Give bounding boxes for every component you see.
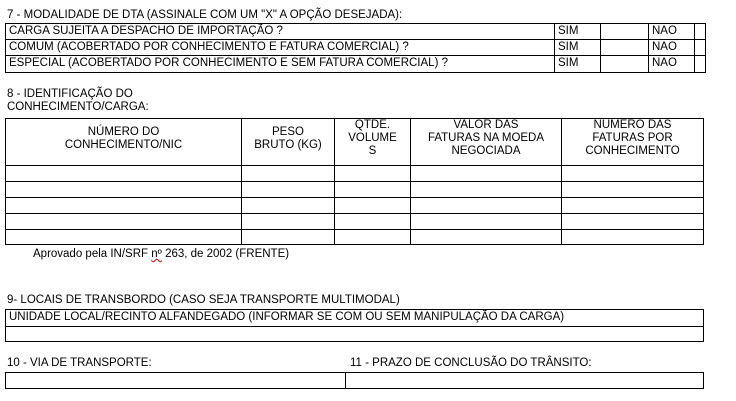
column-header-valor (411, 119, 561, 158)
transshipment-table (5, 309, 704, 342)
column-header-line: BRUTO (KG) (254, 139, 322, 151)
nao-label: NAO (652, 25, 677, 37)
column-header-line: NÚMERO DO (87, 126, 160, 138)
nao-label: NAO (652, 41, 677, 53)
dta-row-label: COMUM (ACOBERTADO POR CONHECIMENTO E FATURA COMERCIAL) ? (9, 41, 409, 53)
table-row[interactable] (6, 182, 703, 197)
table-row[interactable] (6, 166, 703, 181)
sim-label: SIM (558, 25, 579, 37)
cargo-identification-table (5, 118, 704, 245)
dta-row-label: ESPECIAL (ACOBERTADO POR CONHECIMENTO E SEM FATURA COMERCIAL) ? (9, 57, 448, 69)
table-row[interactable] (6, 214, 703, 229)
column-header-line: NUMERO DAS (593, 119, 672, 131)
column-header-line: FATURAS NA MOEDA (427, 132, 545, 144)
transport-deadline-table (5, 372, 704, 389)
sim-label: SIM (558, 41, 579, 53)
column-header-line: QTDE. (354, 119, 391, 131)
column-header-line: S (368, 145, 377, 157)
section-9-heading: 9- LOCAIS DE TRANSBORDO (CASO SEJA TRANSPORTE MULTIMODAL) (7, 294, 400, 306)
nao-label: NAO (652, 57, 677, 69)
transshipment-field-label: UNIDADE LOCAL/RECINTO ALFANDEGADO (INFORMAR SE COM OU SEM MANIPULAÇÃO DA CARGA) (9, 311, 565, 323)
sim-checkbox-row-1[interactable] (601, 24, 648, 39)
column-header-line: CONHECIMENTO/NIC (64, 139, 183, 151)
approval-suffix: 263, de 2002 (FRENTE) (161, 248, 290, 260)
approval-prefix: Aprovado pela IN/SRF (33, 248, 152, 260)
column-header-line: NEGOCIADA (451, 145, 521, 157)
section-7-heading: 7 - MODALIDADE DE DTA (ASSINALE COM UM "X" A OPÇÃO DESEJADA): (7, 9, 403, 21)
sim-label: SIM (558, 57, 579, 69)
column-divider (554, 24, 555, 72)
sim-checkbox-row-2[interactable] (601, 40, 648, 55)
column-header-line: VALOR DAS (453, 119, 519, 131)
column-header-volumes (335, 119, 410, 158)
transit-deadline-input[interactable] (346, 373, 703, 388)
sim-checkbox-row-3[interactable] (601, 56, 648, 72)
transport-mode-input[interactable] (6, 373, 345, 388)
column-header-line: PESO (272, 126, 304, 138)
approval-symbol: nº (151, 248, 162, 260)
transshipment-input[interactable] (6, 327, 703, 341)
dta-row-label: CARGA SUJEITA A DESPACHO DE IMPORTAÇÃO ? (9, 25, 283, 37)
nao-checkbox-row-3[interactable] (695, 56, 705, 72)
column-header-conhecimento (6, 126, 241, 152)
section-8-heading-line-1: 8 - IDENTIFICAÇÃO DO (7, 88, 133, 100)
table-row[interactable] (6, 230, 703, 244)
table-row[interactable] (6, 198, 703, 213)
section-11-heading: 11 - PRAZO DE CONCLUSÃO DO TRÂNSITO: (350, 357, 592, 369)
approval-note (33, 248, 289, 261)
column-header-line: CONHECIMENTO (585, 145, 680, 157)
column-header-faturas (562, 119, 703, 158)
nao-checkbox-row-1[interactable] (695, 24, 705, 39)
nao-checkbox-row-2[interactable] (695, 40, 705, 55)
section-8-heading-line-2: CONHECIMENTO/CARGA: (7, 101, 149, 113)
section-10-heading: 10 - VIA DE TRANSPORTE: (7, 357, 152, 369)
dta-modality-table (5, 23, 706, 73)
column-header-peso (242, 126, 334, 152)
column-divider (648, 24, 649, 72)
column-header-line: VOLUME (348, 132, 397, 144)
column-header-line: FATURAS POR (592, 132, 673, 144)
